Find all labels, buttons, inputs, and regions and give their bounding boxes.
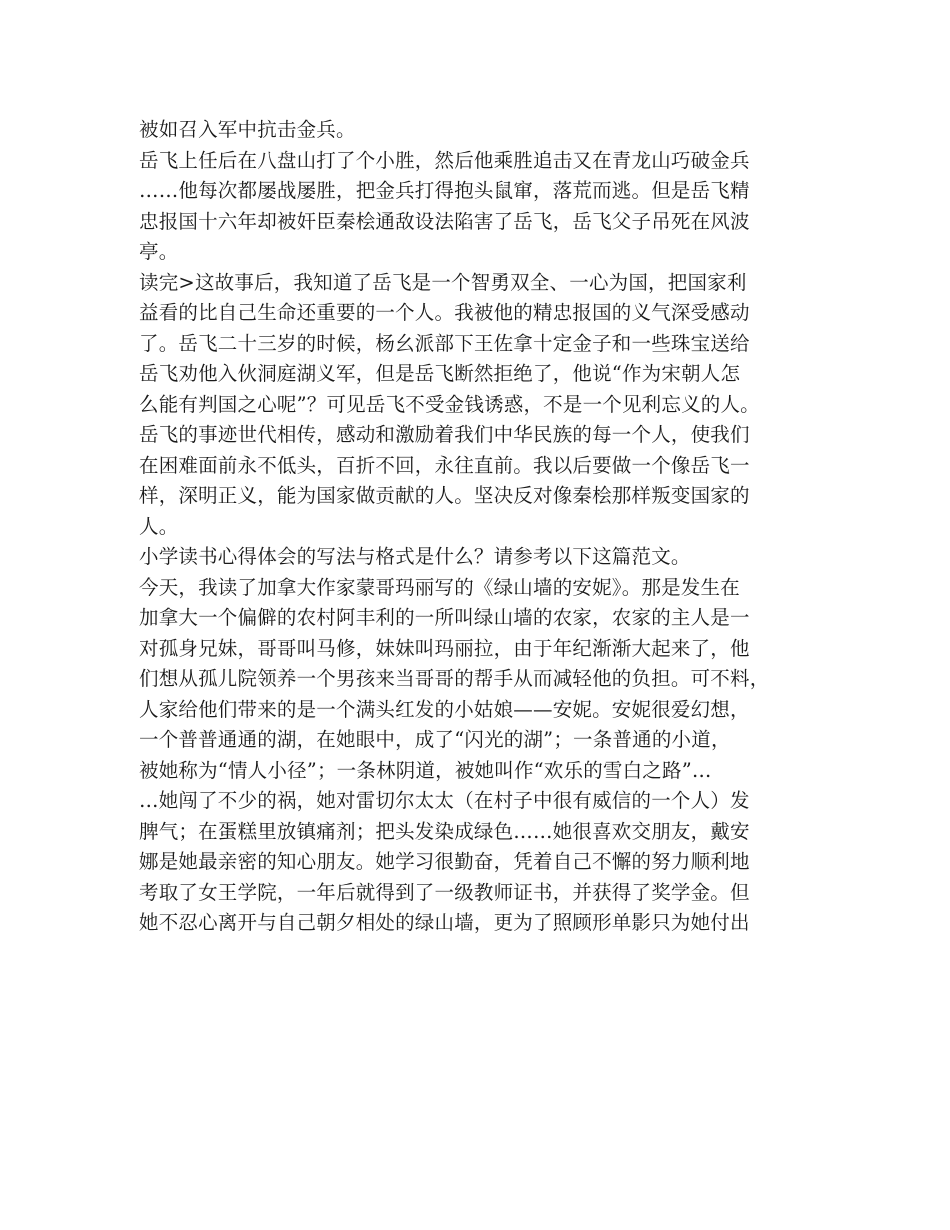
text-line: 益看的比自己生命还重要的一个人。我被他的精忠报国的义气深受感动 xyxy=(139,301,750,324)
text-line: 考取了女王学院，一年后就得到了一级教师证书，并获得了奖学金。但 xyxy=(139,880,750,904)
body-text xyxy=(139,115,819,939)
text-line: 读完>这故事后，我知道了岳飞是一个智勇双全、一心为国，把国家利 xyxy=(139,270,747,294)
text-line: 岳飞上任后在八盘山打了个小胜，然后他乘胜追击又在青龙山巧破金兵 xyxy=(139,148,750,172)
text-line: 脾气；在蛋糕里放镇痛剂；把头发染成绿色……她很喜欢交朋友，戴安 xyxy=(139,819,750,843)
text-line: 了。岳飞二十三岁的时候，杨幺派部下王佐拿十定金子和一些珠宝送给 xyxy=(139,331,750,355)
text-line: …她闯了不少的祸，她对雷切尔太太（在村子中很有威信的一个人）发 xyxy=(139,789,750,812)
text-line: 被如召入军中抗击金兵。 xyxy=(139,118,356,141)
text-line: 对孤身兄妹，哥哥叫马修，妹妹叫玛丽拉，由于年纪渐渐大起来了，他 xyxy=(139,636,750,660)
text-line: 么能有判国之心呢”？可见岳飞不受金钱诱惑，不是一个见利忘义的人。 xyxy=(139,392,760,416)
text-line: 加拿大一个偏僻的农村阿丰利的一所叫绿山墙的农家，农家的主人是一 xyxy=(139,606,750,629)
text-line: 小学读书心得体会的写法与格式是什么？请参考以下这篇范文。 xyxy=(139,545,691,568)
text-line: 在困难面前永不低头，百折不回，永往直前。我以后要做一个像岳飞一 xyxy=(139,453,750,477)
text-line: 今天，我读了加拿大作家蒙哥玛丽写的《绿山墙的安妮》。那是发生在 xyxy=(139,575,740,599)
text-line: 们想从孤儿院领养一个男孩来当哥哥的帮手从而减轻他的负担。可不料， xyxy=(139,667,770,690)
text-line: 忠报国十六年却被奸臣秦桧通敌设法陷害了岳飞，岳飞父子吊死在风波 xyxy=(139,209,750,233)
text-line: 一个普普通通的湖，在她眼中，成了“闪光的湖”；一条普通的小道， xyxy=(139,728,731,751)
text-line: 娜是她最亲密的知心朋友。她学习很勤奋，凭着自己不懈的努力顺利地 xyxy=(139,850,750,873)
text-line: 岳飞的事迹世代相传，感动和激励着我们中华民族的每一个人，使我们 xyxy=(139,423,750,446)
text-line: 人。 xyxy=(139,514,179,538)
text-line: 她不忍心离开与自己朝夕相处的绿山墙，更为了照顾形单影只为她付出 xyxy=(139,911,750,934)
text-line: 亭。 xyxy=(139,240,179,263)
text-line: ……他每次都屡战屡胜，把金兵打得抱头鼠窜，落荒而逃。但是岳飞精 xyxy=(139,179,750,202)
text-line: 样，深明正义，能为国家做贡献的人。坚决反对像秦桧那样叛变国家的 xyxy=(139,484,750,507)
text-line: 岳飞劝他入伙洞庭湖义军，但是岳飞断然拒绝了，他说“作为宋朝人怎 xyxy=(139,362,741,385)
text-line: 被她称为“情人小径”；一条林阴道，被她叫作“欢乐的雪白之路”… xyxy=(139,758,712,782)
text-line: 人家给他们带来的是一个满头红发的小姑娘——安妮。安妮很爱幻想， xyxy=(139,697,750,721)
